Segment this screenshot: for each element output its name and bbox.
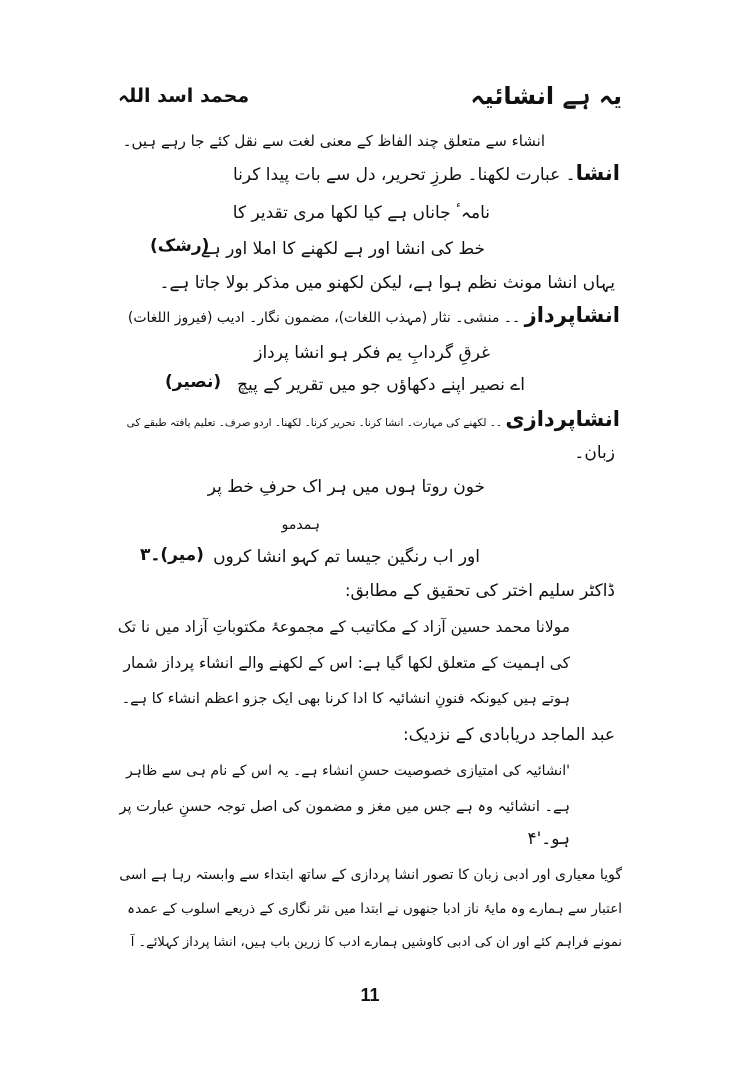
quote-line: 'انشائیہ کی امتیازی خصوصیت حسنِ انشاء ہے۔ یہ اس کے نام ہی سے ظاہر — [125, 763, 570, 779]
quote-line: ہے۔ انشائیہ وہ ہے جس میں مغز و مضمون کی اصل توجہ حسنِ عبارت پر — [119, 799, 570, 815]
quote-line: کی اہمیت کے متعلق لکھا گیا ہے: اس کے لکھنے والے انشاء پرداز شمار — [123, 654, 570, 672]
closing-line: نمونے فراہم کئے اور ان کی ادبی کاوشیں ہمارے ادب کا زرین باب ہیں، انشا پرداز کہلائے۔ آ — [130, 935, 622, 950]
poet-attribution: (میر)۔۳ — [140, 545, 204, 565]
entry-inshaparwaz — [128, 302, 620, 331]
quote-line: ہوتے ہیں کیونکہ فنونِ انشائیہ کا ادا کرنا بھی ایک جزو اعظم انشاء کا ہے۔ — [121, 691, 570, 707]
term-inshaparwazi: انشاپردازی — [505, 407, 620, 431]
page-number: 11 — [360, 985, 380, 1005]
entry-inshaparwazi — [127, 406, 620, 436]
definition-inshaparwaz: ۔۔ منشی۔ نثار (مہذب اللغات)، مضمون نگار۔ ادیب (فیروز اللغات) — [127, 310, 525, 326]
term-insha: انشا — [575, 161, 620, 185]
definition-insha: ۔ عبارت لکھنا۔ طرزِ تحریر، دل سے بات پیدا کرنا — [232, 165, 576, 185]
definition-inshaparwazi: ۔۔ لکھنے کی مہارت۔ انشا کرنا۔ تحریر کرنا۔ لکھنا۔ اردو صرف۔ تعلیم یافتہ طبقے کی — [126, 417, 506, 429]
poet-attribution: (نصیر) — [165, 372, 222, 392]
quote-attribution: ڈاکٹر سلیم اختر کی تحقیق کے مطابق: — [344, 581, 615, 601]
intro-line: انشاء سے متعلق چند الفاظ کے معنی لغت سے نقل کئے جا رہے ہیں۔ — [122, 132, 545, 150]
quote-line: مولانا محمد حسین آزاد کے مکاتیب کے مجموعۂ مکتوباتِ آزاد میں نا تک — [117, 618, 570, 636]
author-name: محمد اسد اللہ — [118, 85, 250, 107]
note-line: یہاں انشا مونث نظم ہوا ہے، لیکن لکھنو میں مذکر بولا جاتا ہے۔ — [159, 273, 615, 293]
verse-line: نامہٴ جاناں ہے کیا لکھا مری تقدیر کا — [232, 203, 490, 223]
poet-attribution: (رشک) — [150, 236, 210, 256]
term-inshaparwaz: انشاپرداز — [524, 303, 620, 327]
verse-line: خط کی انشا اور ہے لکھنے کا املا اور ہے — [200, 239, 485, 259]
entry-insha — [233, 160, 620, 188]
definition-continuation: زبان۔ — [574, 443, 615, 463]
quote-line: ہو۔'۴ — [527, 829, 570, 849]
verse-line: خون روتا ہوں میں ہر اک حرفِ خط پر — [207, 477, 485, 497]
page-header — [118, 78, 622, 114]
quote-attribution: عبد الماجد دریابادی کے نزدیک: — [402, 725, 615, 745]
verse-line: غرقِ گردابِ یم فکر ہو انشا پرداز — [254, 343, 490, 363]
closing-line: اعتبار سے ہمارے وہ مایۂ ناز ادبا جنھوں نے ابتدا میں نثر نگاری کے ذریعے اسلوب کے عمدہ — [127, 901, 622, 917]
closing-line: گویا معیاری اور ادبی زبان کا تصور انشا پردازی کے ساتھ ابتداء سے وابستہ رہا ہے اسی — [119, 867, 622, 883]
verse-line: ہمدمو — [281, 517, 320, 533]
verse-line: اے نصیر اپنے دکھاؤں جو میں تقریر کے پیچ — [237, 375, 525, 395]
verse-line: اور اب رنگین جیسا تم کہو انشا کروں — [213, 547, 480, 567]
book-title: یہ ہے انشائیہ — [470, 82, 622, 110]
